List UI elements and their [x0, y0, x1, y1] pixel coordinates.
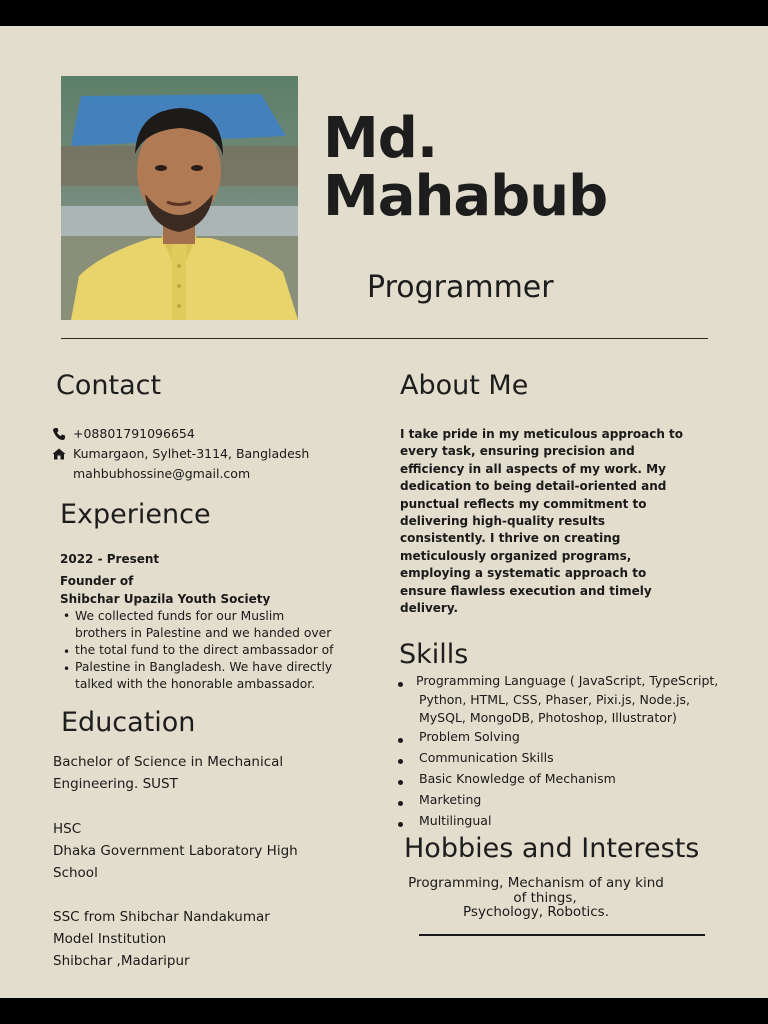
footer-divider [419, 934, 705, 936]
home-icon [52, 447, 66, 461]
contact-email-row [73, 466, 250, 481]
experience-date: 2022 - Present [60, 552, 160, 566]
phone-icon [52, 427, 66, 441]
skill-programming-line-3: MySQL, MongoDB, Photoshop, Illustrator) [419, 710, 677, 725]
experience-line: brothers in Palestine and we handed over [75, 626, 332, 640]
education-bachelor-line-2: Engineering. SUST [53, 776, 178, 792]
education-ssc-line-2: Model Institution [53, 931, 167, 947]
experience-bullet-2: • [63, 645, 71, 659]
skill-item: Problem Solving [397, 728, 727, 747]
about-line: delivery. [400, 601, 459, 616]
skill-item-programming [397, 672, 727, 728]
skill-programming-line-2: Python, HTML, CSS, Phaser, Pixi.js, Node.js, [419, 691, 691, 707]
education-hsc-line-1: Dhaka Government Laboratory High [53, 843, 298, 859]
skill-item: Basic Knowledge of Mechanism [397, 770, 727, 789]
skill-programming-line-1: Programming Language ( JavaScript, TypeScript, [416, 673, 719, 688]
education-ssc-line-1: SSC from Shibchar Nandakumar [53, 909, 270, 925]
resume-page [0, 26, 768, 998]
contact-address: Kumargaon, Sylhet-3114, Bangladesh [73, 446, 310, 461]
about-line: dedication to being detail-oriented and [400, 479, 667, 494]
experience-title-line-2: Shibchar Upazila Youth Society [60, 592, 271, 606]
education-bachelor-line-1: Bachelor of Science in Mechanical [53, 754, 284, 770]
experience-bullet-3: • [63, 662, 71, 676]
experience-title [60, 572, 270, 608]
about-heading: About Me [400, 370, 529, 401]
about-line: meticulously organized programs, [400, 548, 632, 563]
about-line: ensure flawless execution and timely [400, 583, 652, 598]
contact-heading: Contact [56, 370, 162, 401]
experience-line: We collected funds for our Muslim [75, 609, 285, 623]
education-heading: Education [61, 707, 196, 738]
skill-item: Communication Skills [397, 749, 727, 768]
hobbies-line-2: of things, [513, 889, 577, 906]
profile-photo [61, 76, 298, 320]
about-line: consistently. I thrive on creating [400, 531, 621, 546]
about-line: efficiency in all aspects of my work. My [400, 461, 666, 476]
about-line: I take pride in my meticulous approach to [400, 427, 684, 441]
profile-photo-illustration [61, 76, 298, 320]
about-line: employing a systematic approach to [400, 566, 647, 581]
contact-phone-row [52, 426, 195, 441]
experience-heading: Experience [60, 499, 211, 530]
about-line: every task, ensuring precision and [400, 444, 635, 459]
experience-description [75, 608, 334, 693]
contact-phone[interactable]: +08801791096654 [73, 426, 195, 441]
name-line-2: Mahabub [323, 164, 608, 229]
skill-item: Marketing [397, 791, 727, 810]
about-line: punctual reflects my commitment to [400, 496, 647, 511]
education-hsc-label: HSC [53, 821, 82, 837]
education-bachelor [53, 751, 283, 795]
about-line: delivering high-quality results [400, 514, 605, 529]
contact-email[interactable]: mahbubhossine@gmail.com [73, 466, 251, 481]
experience-line: Palestine in Bangladesh. We have directly [75, 660, 333, 674]
education-ssc-line-3: Shibchar ,Madaripur [53, 953, 190, 969]
skill-item: Multilingual [397, 812, 727, 831]
role-title: Programmer [367, 270, 554, 305]
header-divider [61, 338, 708, 339]
hobbies-line-1: Programming, Mechanism of any kind [408, 875, 664, 891]
education-ssc [53, 906, 270, 972]
contact-address-row [52, 446, 309, 461]
experience-title-line-1: Founder of [60, 574, 134, 588]
education-hsc [53, 818, 298, 884]
hobbies-line-3: Psychology, Robotics. [463, 904, 609, 920]
hobbies-text [400, 876, 672, 920]
experience-line: talked with the honorable ambassador. [75, 677, 316, 691]
name-line-1: Md. [323, 106, 438, 171]
experience-bullet-1: • [63, 609, 71, 623]
skills-list [397, 672, 727, 830]
experience-line: the total fund to the direct ambassador of [75, 643, 334, 657]
education-hsc-line-2: School [53, 865, 98, 881]
about-text [400, 426, 684, 617]
name-heading [323, 106, 608, 229]
hobbies-heading: Hobbies and Interests [404, 833, 700, 864]
skills-heading: Skills [399, 639, 469, 670]
